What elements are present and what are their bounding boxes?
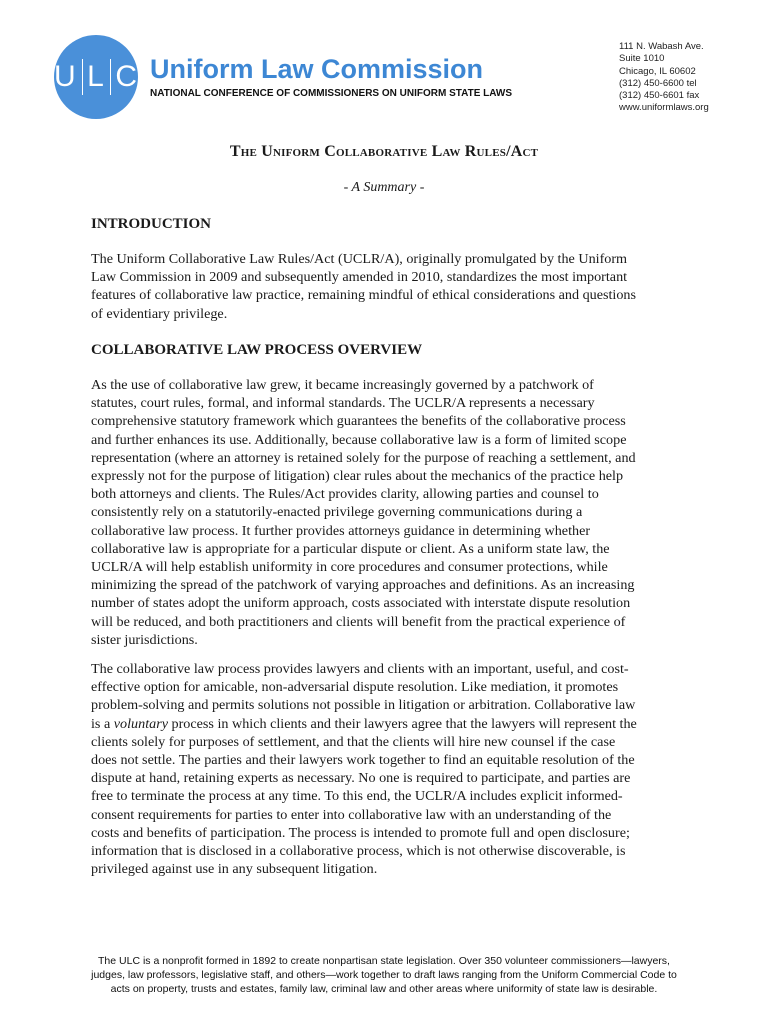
text-line: Law Commission in 2009 and subsequently amended in 2010, standardizes the most important <box>91 269 628 286</box>
text-line: number of states adopt the uniform approach, costs associated with interstate dispute resolution <box>91 595 631 612</box>
paragraph-introduction <box>91 250 691 323</box>
text-line: statutes, court rules, formal, and informal standards. The UCLR/A represents a necessary <box>91 395 595 412</box>
text-line: collaborative law is appropriate for a particular dispute or client. As a uniform state law, the <box>91 540 610 557</box>
footer-line: acts on property, trusts and estates, family law, criminal law and other areas where uniformity of state law is desirable. <box>110 983 658 996</box>
text-line: problem-solving and permits solutions not possible in litigation or arbitration. Collaborative law <box>91 697 636 714</box>
document-title: The Uniform Collaborative Law Rules/Act <box>229 143 539 160</box>
text-line: As the use of collaborative law grew, it became increasingly governed by a patchwork of <box>91 377 594 393</box>
text-line: clients solely for purposes of settlement, and that the clients will hire new counsel if the case <box>91 733 616 750</box>
text-line: minimizing the spread of the patchwork of varying approaches and definitions. As an increasing <box>91 577 635 594</box>
text-line: and further enhances its use. Additionally, because collaborative law is a form of limited scope <box>91 431 627 448</box>
address-fax: (312) 450-6601 fax <box>619 90 700 102</box>
logo-letter-u: U <box>54 60 77 93</box>
text-line: consistently rely on a statutorily-enacted privilege governing communications during a <box>91 504 583 521</box>
text-line: free to terminate the process at any time. To this end, the UCLR/A includes explicit informed- <box>91 788 623 805</box>
emphasized-word: voluntary <box>113 715 168 732</box>
text-line: of evidentiary privilege. <box>91 305 228 322</box>
text-line: consent requirements for parties to enter into collaborative law with an understanding of the <box>91 806 612 823</box>
text-line: The collaborative law process provides lawyers and clients with an important, useful, and cost- <box>91 661 629 677</box>
text-line: both attorneys and clients. The Rules/Act provides clarity, allowing parties and counsel to <box>91 486 599 503</box>
text-line-with-emphasis: is a voluntary process in which clients and their lawyers agree that the lawyers will represent the <box>91 715 637 732</box>
section-heading-overview: COLLABORATIVE LAW PROCESS OVERVIEW <box>91 342 423 358</box>
address-block <box>619 41 709 115</box>
footer-description <box>50 954 718 997</box>
org-subtitle: NATIONAL CONFERENCE OF COMMISSIONERS ON UNIFORM STATE LAWS <box>150 88 513 99</box>
document-subtitle: - A Summary - <box>343 180 425 195</box>
text-line: features of collaborative law practice, remaining mindful of ethical considerations and questions <box>91 287 637 304</box>
address-city: Chicago, IL 60602 <box>619 65 696 77</box>
text-line: dispute at hand, retaining experts as necessary. No one is required to participate, and parties are <box>91 770 631 787</box>
address-street: 111 N. Wabash Ave. <box>619 41 704 52</box>
text-line: information that is disclosed in a collaborative process, which is not otherwise discoverable, is <box>91 843 626 860</box>
address-phone: (312) 450-6600 tel <box>619 77 697 89</box>
paragraph-overview-1 <box>91 376 691 649</box>
section-heading-introduction: INTRODUCTION <box>91 216 212 232</box>
text-line: comprehensive statutory framework which guarantees the benefits of the collaborative process <box>91 413 626 430</box>
text-line: does not settle. The parties and their lawyers work together to find an equitable resolution of the <box>91 752 635 769</box>
logo-letter-c: C <box>115 60 138 93</box>
text-line: privileged against use in any subsequent litigation. <box>91 861 378 878</box>
ulc-logo <box>54 35 138 119</box>
paragraph-overview-2 <box>91 660 691 878</box>
text-line: The Uniform Collaborative Law Rules/Act (UCLR/A), originally promulgated by the Uniform <box>91 251 628 267</box>
text-line: expressly not for the purpose of litigation) clear rules about the mechanics of the practice help <box>91 468 624 485</box>
text-line: effective option for amicable, non-adversarial dispute resolution. Like mediation, it promotes <box>91 679 619 696</box>
text-line: costs and benefits of participation. The process is intended to promote full and open disclosure; <box>91 824 630 841</box>
logo-letter-l: L <box>87 60 105 93</box>
text-line: representation (where an attorney is retained solely for the purpose of reaching a settlement, and <box>91 449 636 466</box>
org-name: Uniform Law Commission <box>150 54 484 84</box>
footer-line: judges, law professors, legislative staff, and others—work together to draft laws ranging from the Uniform Commercial Code to <box>91 969 677 982</box>
address-suite: Suite 1010 <box>619 53 665 65</box>
text-line: UCLR/A will help establish uniformity in core procedures and consumer protections, while <box>91 559 608 576</box>
text-line: collaborative law process. It further provides attorneys guidance in determining whether <box>91 522 591 539</box>
footer-line: The ULC is a nonprofit formed in 1892 to create nonpartisan state legislation. Over 350 volunteer commissioners—lawyers, <box>98 955 670 967</box>
text-line: will be reduced, and both practitioners and clients will benefit from the practical experience of <box>91 613 626 630</box>
text-line: sister jurisdictions. <box>91 631 198 648</box>
address-website[interactable]: www.uniformlaws.org <box>619 102 709 114</box>
